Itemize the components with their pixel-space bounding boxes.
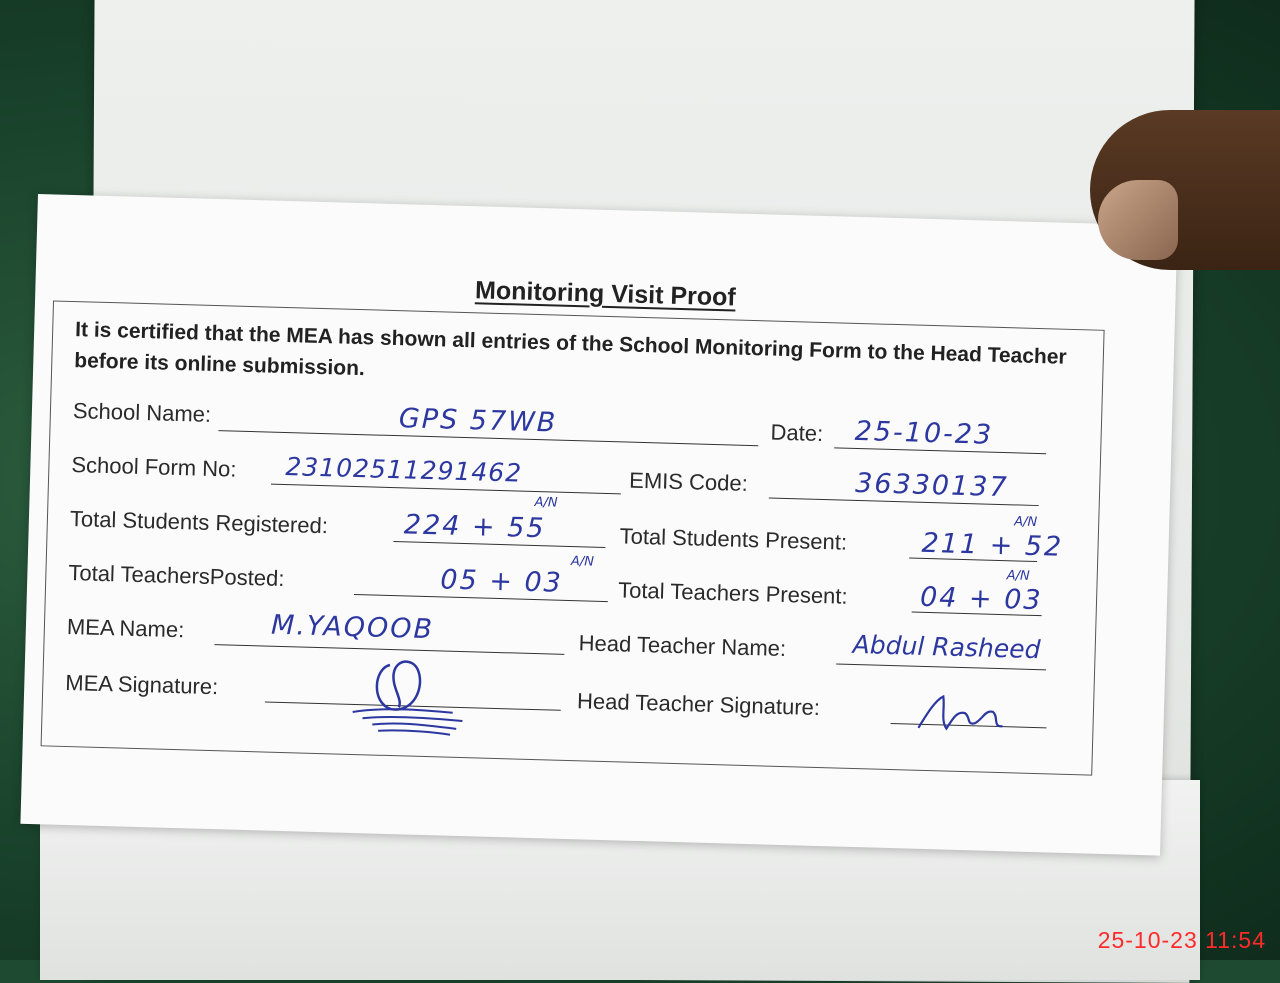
students-present-note: A/N [1014, 514, 1038, 531]
teachers-posted-note: A/N [570, 554, 595, 570]
certification-text: It is certified that the MEA has shown all entries of the School Monitoring Form to the Head Teacher before its online submission. [74, 318, 1067, 381]
mea-name-label: MEA Name: [66, 613, 185, 643]
school-form-no-value: 23102511291462 [285, 452, 523, 488]
school-name-label: School Name: [72, 398, 212, 427]
emis-code-value: 36330137 [854, 467, 1010, 504]
teachers-present-note: A/N [1006, 568, 1030, 584]
school-form-no-label: School Form No: [71, 452, 237, 482]
head-teacher-name-value: Abdul Rasheed [852, 629, 1041, 665]
date-label: Date: [770, 419, 824, 447]
thumbnail-nail [1098, 180, 1178, 260]
students-present-label: Total Students Present: [619, 523, 848, 555]
head-teacher-name-label: Head Teacher Name: [578, 630, 787, 662]
form-box [41, 300, 1105, 775]
teachers-posted-value: 05 + 03 [439, 564, 564, 599]
teachers-posted-label: Total TeachersPosted: [68, 560, 285, 592]
emis-code-label: EMIS Code: [628, 467, 749, 496]
photo-timestamp: 25-10-23 11:54 [1097, 927, 1266, 953]
head-teacher-signature-mark [912, 688, 1023, 737]
head-teacher-signature-label: Head Teacher Signature: [576, 688, 821, 721]
students-registered-value: 224 + 55 [403, 509, 546, 545]
teachers-present-value: 04 + 03 [919, 581, 1043, 617]
students-registered-note: A/N [534, 494, 558, 511]
mea-name-value: M.YAQOOB [270, 609, 435, 646]
mea-signature-mark [332, 645, 484, 739]
mea-signature-label: MEA Signature: [65, 669, 219, 700]
school-name-value: GPS 57WB [398, 403, 558, 439]
form-title: Monitoring Visit Proof [474, 276, 737, 312]
students-registered-label: Total Students Registered: [69, 506, 329, 539]
head-teacher-name-line [836, 663, 1046, 670]
monitoring-visit-slip [20, 194, 1177, 856]
teachers-present-label: Total Teachers Present: [617, 577, 848, 609]
date-value: 25-10-23 [854, 415, 994, 451]
students-present-value: 211 + 52 [921, 527, 1064, 563]
